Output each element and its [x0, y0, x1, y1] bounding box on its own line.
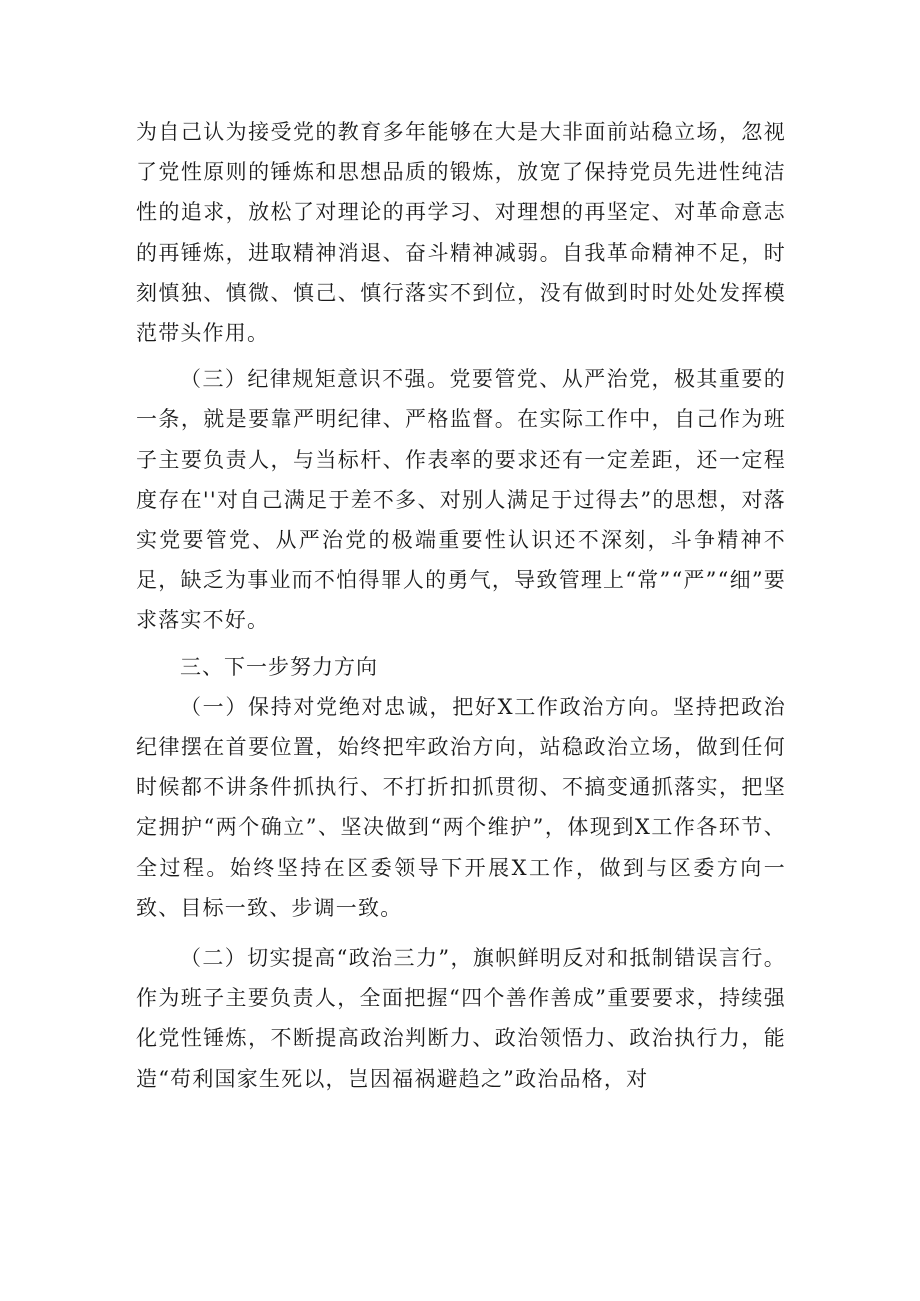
- spacer: [136, 928, 786, 938]
- document-body: [136, 112, 786, 1099]
- paragraph-loyalty-to-party: （一）保持对党绝对忠诚，把好X工作政治方向。坚持把政治纪律摆在首要位置，始终把牢政治方向，站稳政治立场，做到任何时候都不讲条件抓执行、不打折扣抓贯彻、不搞变通抓落实，把坚定拥护“两个确立”、坚决做到“两个维护”，体现到X工作各环节、全过程。始终坚持在区委领导下开展X工作，做到与区委方向一致、目标一致、步调一致。: [136, 694, 786, 920]
- paragraph-political-capacity: （二）切实提高“政治三力”，旗帜鲜明反对和抵制错误言行。作为班子主要负责人，全面把握“四个善作善成”重要要求，持续强化党性锤炼，不断提高政治判断力、政治领悟力、政治执行力，能造“苟利国家生死以，岂因福祸避趋之”政治品格，对: [136, 946, 786, 1091]
- paragraph-party-education: 为自己认为接受党的教育多年能够在大是大非面前站稳立场，忽视了党性原则的锤炼和思想品质的锻炼，放宽了保持党员先进性纯洁性的追求，放松了对理论的再学习、对理想的再坚定、对革命意志的再锤炼，进取精神消退、奋斗精神减弱。自我革命精神不足，时刻慎独、慎微、慎己、慎行落实不到位，没有做到时时处处发挥模范带头作用。: [136, 120, 786, 346]
- paragraph-discipline-awareness: （三）纪律规矩意识不强。党要管党、从严治党，极其重要的一条，就是要靠严明纪律、严格监督。在实际工作中，自己作为班子主要负责人，与当标杆、作表率的要求还有一定差距，还一定程度存在''对自己满足于差不多、对别人满足于过得去”的思想，对落实党要管党、从严治党的极端重要性认识还不深刻，斗争精神不足，缺乏为事业而不怕得罪人的勇气，导致管理上“常”“严”“细”要求落实不好。: [136, 367, 787, 633]
- section-heading-next-steps: 三、下一步努力方向: [180, 654, 378, 679]
